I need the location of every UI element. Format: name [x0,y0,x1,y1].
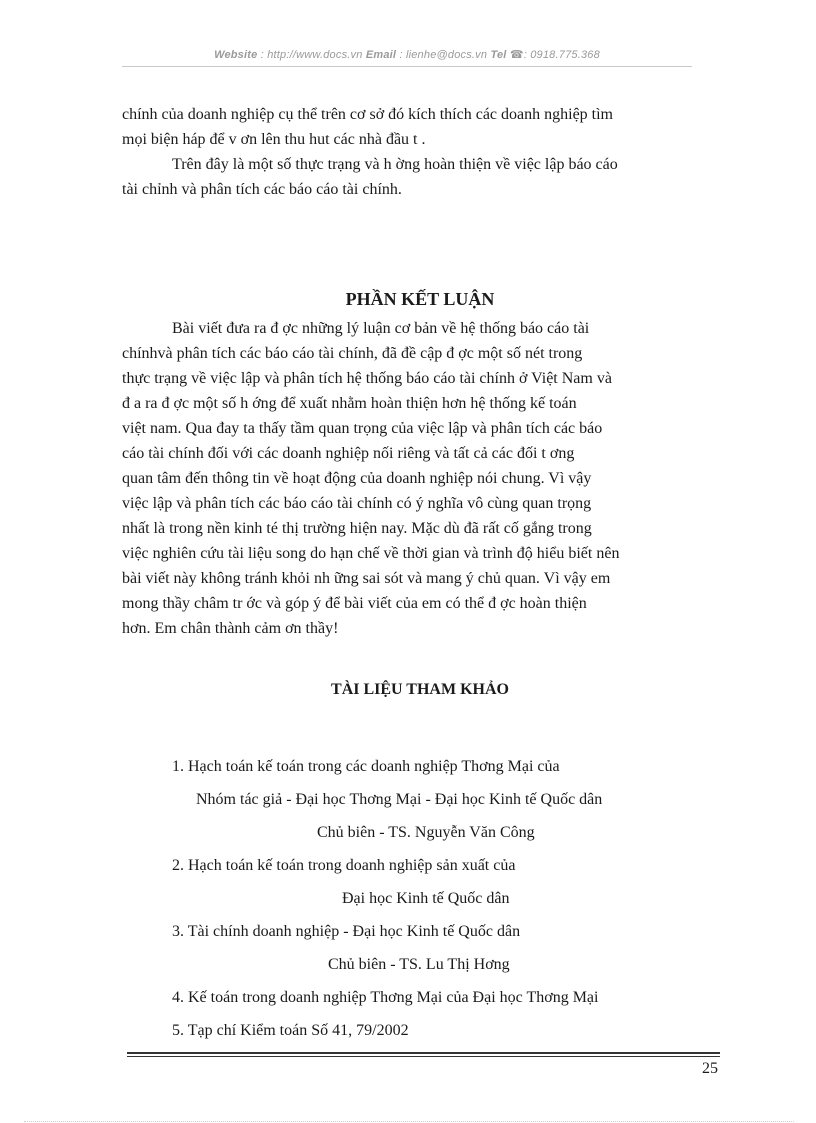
header-divider [122,66,692,67]
conclusion-line: việc lập và phân tích các báo cáo tài chính có ý nghĩa vô cùng quan trọng [122,495,592,512]
reference-line: 4. Kế toán trong doanh nghiệp Thơng Mại của Đại học Thơng Mại [172,989,599,1006]
conclusion-line: việc nghiên cứu tài liệu song do hạn chế về thời gian và trình độ hiểu biết nên [122,545,620,562]
conclusion-line: nhất là trong nền kinh té thị trường hiện nay. Mặc dù đã rất cố gắng trong [122,520,592,537]
reference-line: 1. Hạch toán kế toán trong các doanh nghiệp Thơng Mại của [172,758,560,775]
intro-line-1: chính của doanh nghiệp cụ thể trên cơ sở đó kích thích các doanh nghiệp tìm [122,106,613,123]
tel-value: ☎: 0918.775.368 [509,49,600,61]
intro-line-4: tài chỉnh và phân tích các báo cáo tài chính. [122,181,402,198]
conclusion-paragraph [122,316,718,641]
website-value: : http://www.docs.vn [260,49,363,61]
reference-line: Nhóm tác giả - Đại học Thơng Mại - Đại học Kinh tế Quốc dân [196,791,603,808]
intro-line-2: mọi biện háp để v ơn lên thu hut các nhà đầu t . [122,131,426,148]
footer-divider-thin [127,1056,720,1057]
tel-label: Tel [490,49,507,61]
website-label: Website [214,49,258,61]
conclusion-line: cáo tài chính đối với các doanh nghiệp nối riêng và tất cả các đối t ơng [122,445,575,462]
email-label: Email [365,49,397,61]
reference-line: 2. Hạch toán kế toán trong doanh nghiệp sản xuất của [172,857,516,874]
reference-line: 5. Tạp chí Kiểm toán Số 41, 79/2002 [172,1022,409,1039]
conclusion-title: PHẦN KẾT LUẬN [345,289,495,309]
footer-divider [127,1052,720,1054]
conclusion-line: hơn. Em chân thành cảm ơn thầy! [122,620,339,637]
conclusion-line: bài viết này không tránh khỏi nh ững sai sót và mang ý chủ quan. Vì vậy em [122,570,611,587]
conclusion-line: đ a ra đ ợc một số h ớng để xuất nhằm hoàn thiện hơn hệ thống kế toán [122,395,577,412]
reference-line: Chủ biên - TS. Lu Thị Hơng [328,956,510,973]
reference-line: Chủ biên - TS. Nguyễn Văn Công [317,824,535,841]
conclusion-line: việt nam. Qua đay ta thấy tầm quan trọng của việc lập và phân tích các báo [122,420,603,437]
references-list [122,754,718,1051]
conclusion-line: mong thầy châm tr ớc và góp ý để bài viết của em có thể đ ợc hoàn thiện [122,595,587,612]
references-title: TÀI LIỆU THAM KHẢO [331,681,509,698]
intro-line-3: Trên đây là một số thực trạng và h ờng hoàn thiện về việc lập báo cáo [172,156,618,173]
main-content [122,102,718,702]
page-bottom-border [24,1121,794,1122]
reference-line: Đại học Kinh tế Quốc dân [342,890,510,907]
email-value: : lienhe@docs.vn [399,49,488,61]
conclusion-line: quan tâm đến thông tin về hoạt động của doanh nghiệp nói chung. Vì vậy [122,470,592,487]
reference-line: 3. Tài chính doanh nghiệp - Đại học Kinh tế Quốc dân [172,923,521,940]
conclusion-line: chínhvà phân tích các báo cáo tài chính, đã đề cập đ ợc một số nét trong [122,345,583,362]
conclusion-line: Bài viết đưa ra đ ợc những lý luận cơ bản về hệ thống báo cáo tài [172,320,590,337]
page-header [122,48,692,61]
page-number: 25 [702,1060,718,1077]
conclusion-line: thực trạng về việc lập và phân tích hệ thống báo cáo tài chính ở Việt Nam và [122,370,612,387]
